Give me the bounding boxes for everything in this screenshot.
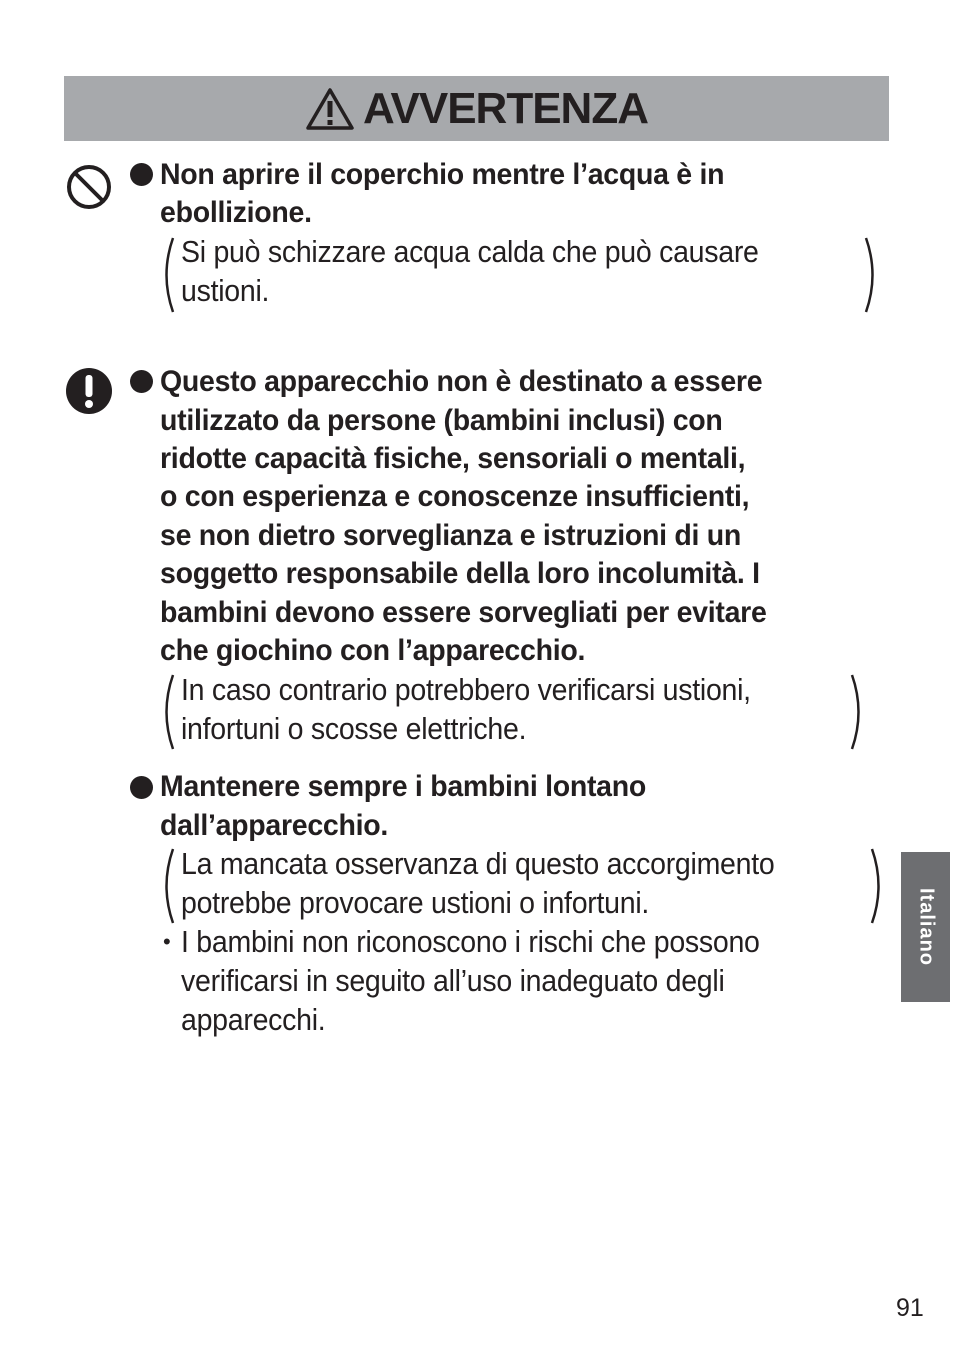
warning-note-line: In caso contrario potrebbero verificarsi ustioni, — [181, 672, 751, 707]
warning-heading-line: utilizzato da persone (bambini inclusi) con — [160, 404, 723, 437]
warning-note-line: Si può schizzare acqua calda che può causare — [181, 234, 759, 269]
warning-banner — [64, 76, 889, 141]
warning-heading-line: Non aprire il coperchio mentre l’acqua è in — [160, 158, 725, 191]
language-tab-label: Italiano — [915, 887, 937, 967]
sub-bullet-line: I bambini non riconoscono i rischi che possono — [181, 924, 760, 959]
exclamation-icon — [66, 368, 112, 414]
warning-heading-line: Mantenere sempre i bambini lontano — [160, 770, 646, 803]
warning-note-line: infortuni o scosse elettriche. — [181, 711, 527, 746]
bullet-dot — [130, 776, 153, 799]
language-tab — [901, 852, 950, 1002]
warning-note-line: La mancata osservanza di questo accorgimento — [181, 846, 775, 881]
close-parenthesis — [868, 847, 888, 925]
open-parenthesis — [157, 236, 177, 314]
warning-heading-line: che giochino con l’apparecchio. — [160, 634, 586, 667]
warning-heading-line: Questo apparecchio non è destinato a essere — [160, 365, 763, 398]
warning-heading-line: ebollizione. — [160, 196, 312, 229]
bullet-dot — [130, 370, 153, 393]
open-parenthesis — [157, 847, 177, 925]
sub-bullet-line: apparecchi. — [181, 1002, 326, 1037]
sub-bullet-line: verificarsi in seguito all’uso inadeguato degli — [181, 963, 725, 998]
prohibition-icon — [66, 164, 112, 210]
warning-note-line: potrebbe provocare ustioni o infortuni. — [181, 885, 650, 920]
warning-heading-line: o con esperienza e conoscenze insufficienti, — [160, 480, 750, 513]
warning-heading-line: se non dietro sorveglianza e istruzioni di un — [160, 519, 742, 552]
warning-heading-line: dall’apparecchio. — [160, 809, 388, 842]
warning-note-line: ustioni. — [181, 273, 270, 308]
open-parenthesis — [157, 673, 177, 751]
small-bullet-dot: • — [163, 929, 171, 954]
close-parenthesis — [862, 236, 882, 314]
warning-heading-line: bambini devono essere sorvegliati per evitare — [160, 596, 767, 629]
warning-heading-line: ridotte capacità fisiche, sensoriali o mentali, — [160, 442, 746, 475]
close-parenthesis — [848, 673, 868, 751]
warning-heading-line: soggetto responsabile della loro incolumità. I — [160, 557, 760, 590]
page-number: 91 — [896, 1294, 924, 1322]
warning-triangle-icon — [305, 87, 355, 131]
bullet-dot — [130, 163, 153, 186]
banner-title: AVVERTENZA — [363, 83, 648, 133]
